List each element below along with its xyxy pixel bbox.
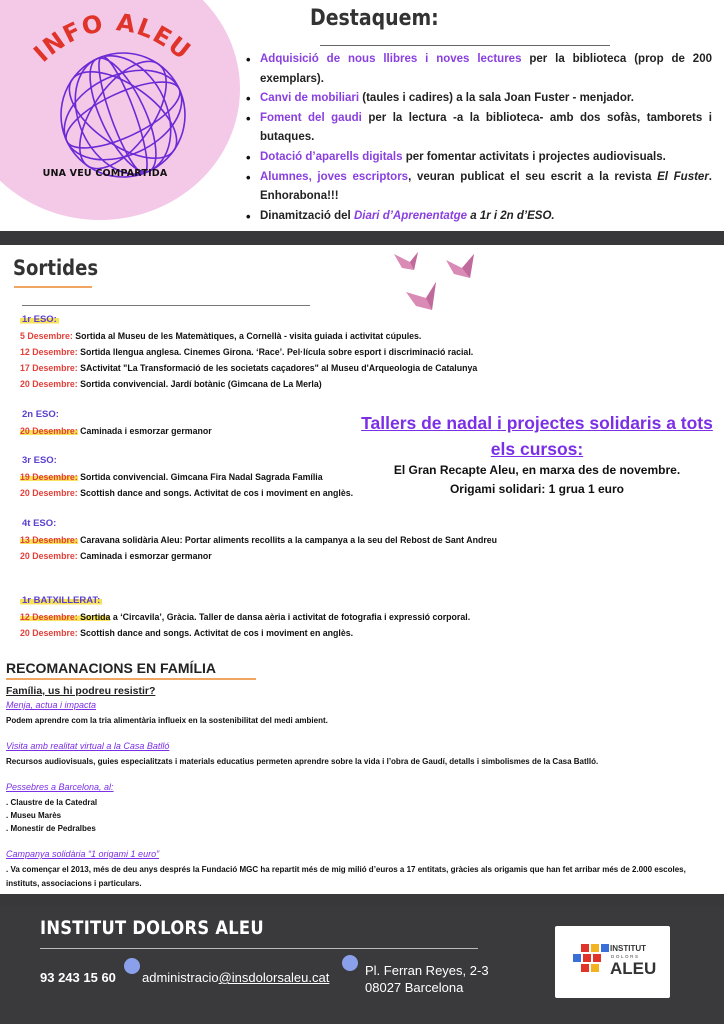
highlight-item: • Dinamització del Diari d’Aprenentatge a 1r i 2n d’ESO. [246, 207, 712, 227]
logo-text: ALEU [610, 959, 657, 978]
recommendations-subtitle: Família, us hi podreu resistir? [6, 685, 156, 697]
event-item: 12 Desembre: Sortida a ‘Circavila’, Gràcia. Taller de dansa aèria i activitat de fotografia i expressió corporal. [20, 612, 471, 622]
recommendation-list-item: . Claustre de la Catedral [6, 798, 98, 807]
logo-square [581, 964, 589, 972]
event-item: 20 Desembre: Caminada i esmorzar germanor [20, 426, 212, 436]
recommendations-title: RECOMANACIONS EN FAMÍLIA [6, 660, 216, 676]
highlight-item: • Foment del gaudi per la lectura -a la biblioteca- amb dos sofàs, tamborets i butaques. [246, 109, 712, 148]
footer-edge-bar [0, 894, 724, 906]
event-item: 20 Desembre: Sortida convivencial. Jardí botànic (Gimcana de La Merla) [20, 379, 322, 389]
event-item: 12 Desembre: Sortida llengua anglesa. Cinemes Girona. ‘Race’. Pel·lícula sobre esport i discriminació racial. [20, 347, 474, 357]
highlight-item: • Canvi de mobiliari (taules i cadires) a la sala Joan Fuster - menjador. [246, 89, 712, 109]
highlight-item: • Dotació d’aparells digitals per fomentar activitats i projectes audiovisuals. [246, 148, 712, 168]
recommendation-text: . Va començar el 2013, més de deu anys després la Fundació MGC ha repartit més de mig milió d’euros a 17 entitats, gràcies als origamis que han fet arribar més de 2.000 escoles, instituts, associacions i particulars. [6, 865, 686, 888]
logo-tagline: UNA VEU COMPARTIDA [42, 168, 168, 179]
recommendation-list-item: . Monestir de Pedralbes [6, 824, 96, 833]
recommendation-link[interactable]: Campanya solidària “1 origami 1 euro” [6, 849, 160, 859]
level-heading: 1r ESO: [22, 314, 57, 325]
title-underline [6, 678, 256, 680]
origami-birds-icon [392, 248, 498, 318]
level-1r-batxillerat [20, 590, 540, 641]
event-item: 20 Desembre: Caminada i esmorzar germanor [20, 551, 212, 561]
recommendation-link[interactable]: Menja, actua i impacta [6, 700, 97, 710]
recommendation-link[interactable]: Visita amb realitat virtual a la Casa Batlló [6, 741, 170, 751]
highlight-item: • Adquisició de nous llibres i noves lectures per la biblioteca (prop de 200 exemplars). [246, 50, 712, 89]
level-heading: 2n ESO: [22, 409, 59, 420]
logo-text: INSTITUT [610, 944, 646, 953]
event-item: 20 Desembre: Scottish dance and songs. Activitat de cos i moviment en anglès. [20, 488, 354, 498]
logo-square [601, 944, 609, 952]
phone-number[interactable]: 93 243 15 60 [40, 970, 116, 985]
workshops-line: El Gran Recapte Aleu, en marxa des de novembre. [393, 463, 681, 477]
level-heading: 4t ESO: [22, 518, 57, 529]
address: Pl. Ferran Reyes, 2-3 08027 Barcelona [365, 963, 489, 995]
section-divider-bar [0, 231, 724, 245]
event-item: 5 Desembre: Sortida al Museu de les Matemàtiques, a Cornellà - visita guiada i activitat cúpules. [20, 331, 422, 341]
email-link[interactable]: administracio@insdolorsaleu.cat [142, 970, 330, 985]
divider [40, 948, 478, 949]
logo-square [591, 944, 599, 952]
recommendation-list-item: . Museu Marès [6, 811, 62, 820]
logo-square [573, 954, 581, 962]
highlights-title: Destaquem: [310, 6, 439, 31]
logo-square [593, 954, 601, 962]
divider [320, 45, 610, 46]
outings-title: Sortides [13, 256, 99, 280]
logo-square [591, 964, 599, 972]
divider [22, 305, 310, 306]
title-underline [14, 286, 92, 288]
workshops-line: Origami solidari: 1 grua 1 euro [449, 482, 625, 496]
highlight-item: • Alumnes, joves escriptors, veuran publicat el seu escrit a la revista El Fuster. Enhorabona!!! [246, 168, 712, 207]
logo-square [581, 944, 589, 952]
school-logo [555, 926, 670, 998]
workshops-title: Tallers de nadal i projectes solidaris a tots els cursos: [361, 413, 713, 459]
highlights-list [246, 50, 712, 226]
bullet-dot-icon [342, 955, 358, 971]
level-1r-eso [20, 309, 540, 392]
logo-square [583, 954, 591, 962]
event-item: 20 Desembre: Scottish dance and songs. Activitat de cos i moviment en anglès. [20, 628, 354, 638]
event-item: 13 Desembre: Caravana solidària Aleu: Portar aliments recollits a la campanya a la seu del Rebost de Sant Andreu [20, 535, 498, 545]
level-heading: 1r BATXILLERAT: [22, 595, 101, 606]
bullet-dot-icon [124, 958, 140, 974]
recommendation-text: Recursos audiovisuals, guies especialitzats i materials educatius permeten aprendre sobre la vida i l’obra de Gaudí, detalls i simbolismes de la Casa Batlló. [6, 757, 599, 766]
recommendation-text: Podem aprendre com la tria alimentària influeix en la sostenibilitat del medi ambient. [6, 716, 328, 725]
event-item: 19 Desembre: Sortida convivencial. Gimcana Fira Nadal Sagrada Família [20, 472, 323, 482]
event-item: 17 Desembre: SActivitat "La Transformació de les societats caçadores" al Museu d'Arqueologia de Catalunya [20, 363, 478, 373]
level-4t-eso [20, 513, 524, 564]
level-heading: 3r ESO: [22, 455, 57, 466]
recommendation-link[interactable]: Pessebres a Barcelona, al: [6, 782, 114, 792]
logo-text: DOLORS [611, 954, 640, 959]
school-name: INSTITUT DOLORS ALEU [40, 917, 264, 939]
logo-title-text: INFO ALEU [28, 8, 197, 68]
